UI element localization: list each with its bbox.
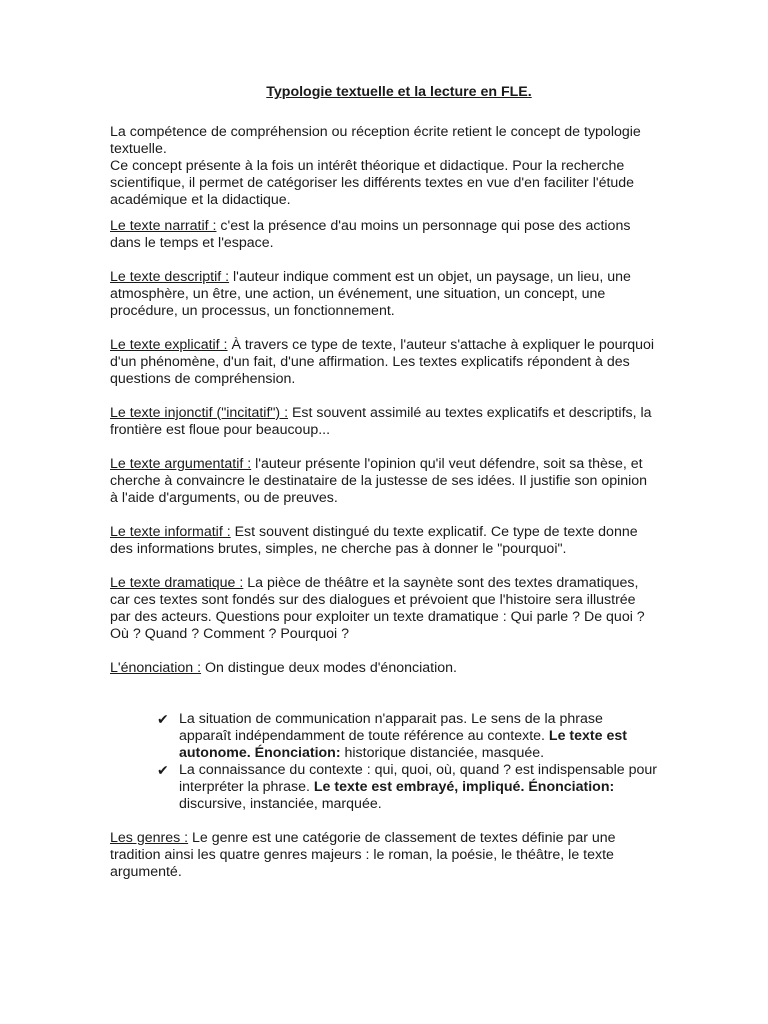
section-text: l'auteur indique comment est un objet, un paysage, un lieu, une atmosphère, un être, une action, un événement, une situation, un concept, une procédure, un processus, un fonctionnement. bbox=[110, 269, 631, 319]
document-title: Typologie textuelle et la lecture en FLE. bbox=[266, 84, 532, 100]
section-injonctif bbox=[110, 405, 658, 439]
section-descriptif bbox=[110, 269, 658, 320]
list-item-text-end: discursive, instanciée, marquée. bbox=[179, 796, 382, 812]
section-explicatif bbox=[110, 337, 658, 388]
section-term: Les genres : bbox=[110, 830, 189, 846]
section-term: Le texte injonctif ("incitatif") : bbox=[110, 405, 289, 421]
section-term: Le texte argumentatif : bbox=[110, 456, 252, 472]
section-text: Le genre est une catégorie de classement de textes définie par une tradition ainsi les quatre genres majeurs : le roman, la poésie, le théâtre, le texte argumenté. bbox=[110, 830, 616, 880]
section-term: Le texte informatif : bbox=[110, 524, 231, 540]
list-item-text: La connaissance du contexte : qui, quoi, où, quand ? est indispensable pour interpréter la phrase. bbox=[179, 762, 657, 795]
section-narratif bbox=[110, 218, 658, 252]
section-text: À travers ce type de texte, l'auteur s'attache à expliquer le pourquoi d'un phénomène, d'un fait, d'une affirmation. Les textes explicatifs répondent à des questions de compréhension. bbox=[110, 337, 655, 387]
document-page bbox=[110, 84, 658, 881]
list-item-text-end: historique distanciée, masquée. bbox=[340, 745, 545, 761]
section-term: Le texte explicatif : bbox=[110, 337, 228, 353]
intro-block bbox=[110, 124, 658, 209]
section-term: Le texte dramatique : bbox=[110, 575, 244, 591]
list-item-text: La situation de communication n'apparait pas. Le sens de la phrase apparaît indépendamment de toute référence au contexte. bbox=[179, 711, 603, 744]
list-item-bold: Le texte est autonome. Énonciation: bbox=[179, 728, 627, 761]
list-item bbox=[157, 711, 658, 762]
intro-paragraph-1: La compétence de compréhension ou réception écrite retient le concept de typologie textuelle. bbox=[110, 124, 641, 157]
checkmark-icon: ✔ bbox=[157, 762, 169, 778]
checkmark-icon: ✔ bbox=[157, 711, 169, 727]
section-text: c'est la présence d'au moins un personnage qui pose des actions dans le temps et l'espace. bbox=[110, 218, 631, 251]
section-dramatique bbox=[110, 575, 658, 643]
section-term: Le texte narratif : bbox=[110, 218, 217, 234]
section-term: L'énonciation : bbox=[110, 660, 202, 676]
section-text: Est souvent assimilé au textes explicatifs et descriptifs, la frontière est floue pour beaucoup... bbox=[110, 405, 652, 438]
intro-paragraph-2: Ce concept présente à la fois un intérêt théorique et didactique. Pour la recherche scientifique, il permet de catégoriser les différents textes en vue d'en faciliter l'étude académique et la didactique. bbox=[110, 158, 635, 208]
section-text: Est souvent distingué du texte explicatif. Ce type de texte donne des informations brutes, simples, ne cherche pas à donner le "pourquoi". bbox=[110, 524, 638, 557]
section-text: l'auteur présente l'opinion qu'il veut défendre, soit sa thèse, et cherche à convaincre le destinataire de la justesse de ses idées. Il justifie son opinion à l'aide d'arguments, ou de preuves. bbox=[110, 456, 648, 506]
list-item bbox=[157, 762, 658, 813]
enonciation-list bbox=[110, 711, 658, 813]
section-text: La pièce de théâtre et la saynète sont des textes dramatiques, car ces textes sont fondés sur des dialogues et prévoient que l'histoire sera illustrée par des acteurs. Questions pour exploiter un texte dramatique : Qui parle ? De quoi ? Où ? Quand ? Comment ? Pourquoi ? bbox=[110, 575, 645, 642]
section-term: Le texte descriptif : bbox=[110, 269, 230, 285]
section-enonciation bbox=[110, 660, 658, 677]
list-item-bold: Le texte est embrayé, impliqué. Énonciation: bbox=[313, 779, 615, 795]
section-genres bbox=[110, 830, 658, 881]
section-argumentatif bbox=[110, 456, 658, 507]
section-informatif bbox=[110, 524, 658, 558]
section-text: On distingue deux modes d'énonciation. bbox=[201, 660, 457, 676]
